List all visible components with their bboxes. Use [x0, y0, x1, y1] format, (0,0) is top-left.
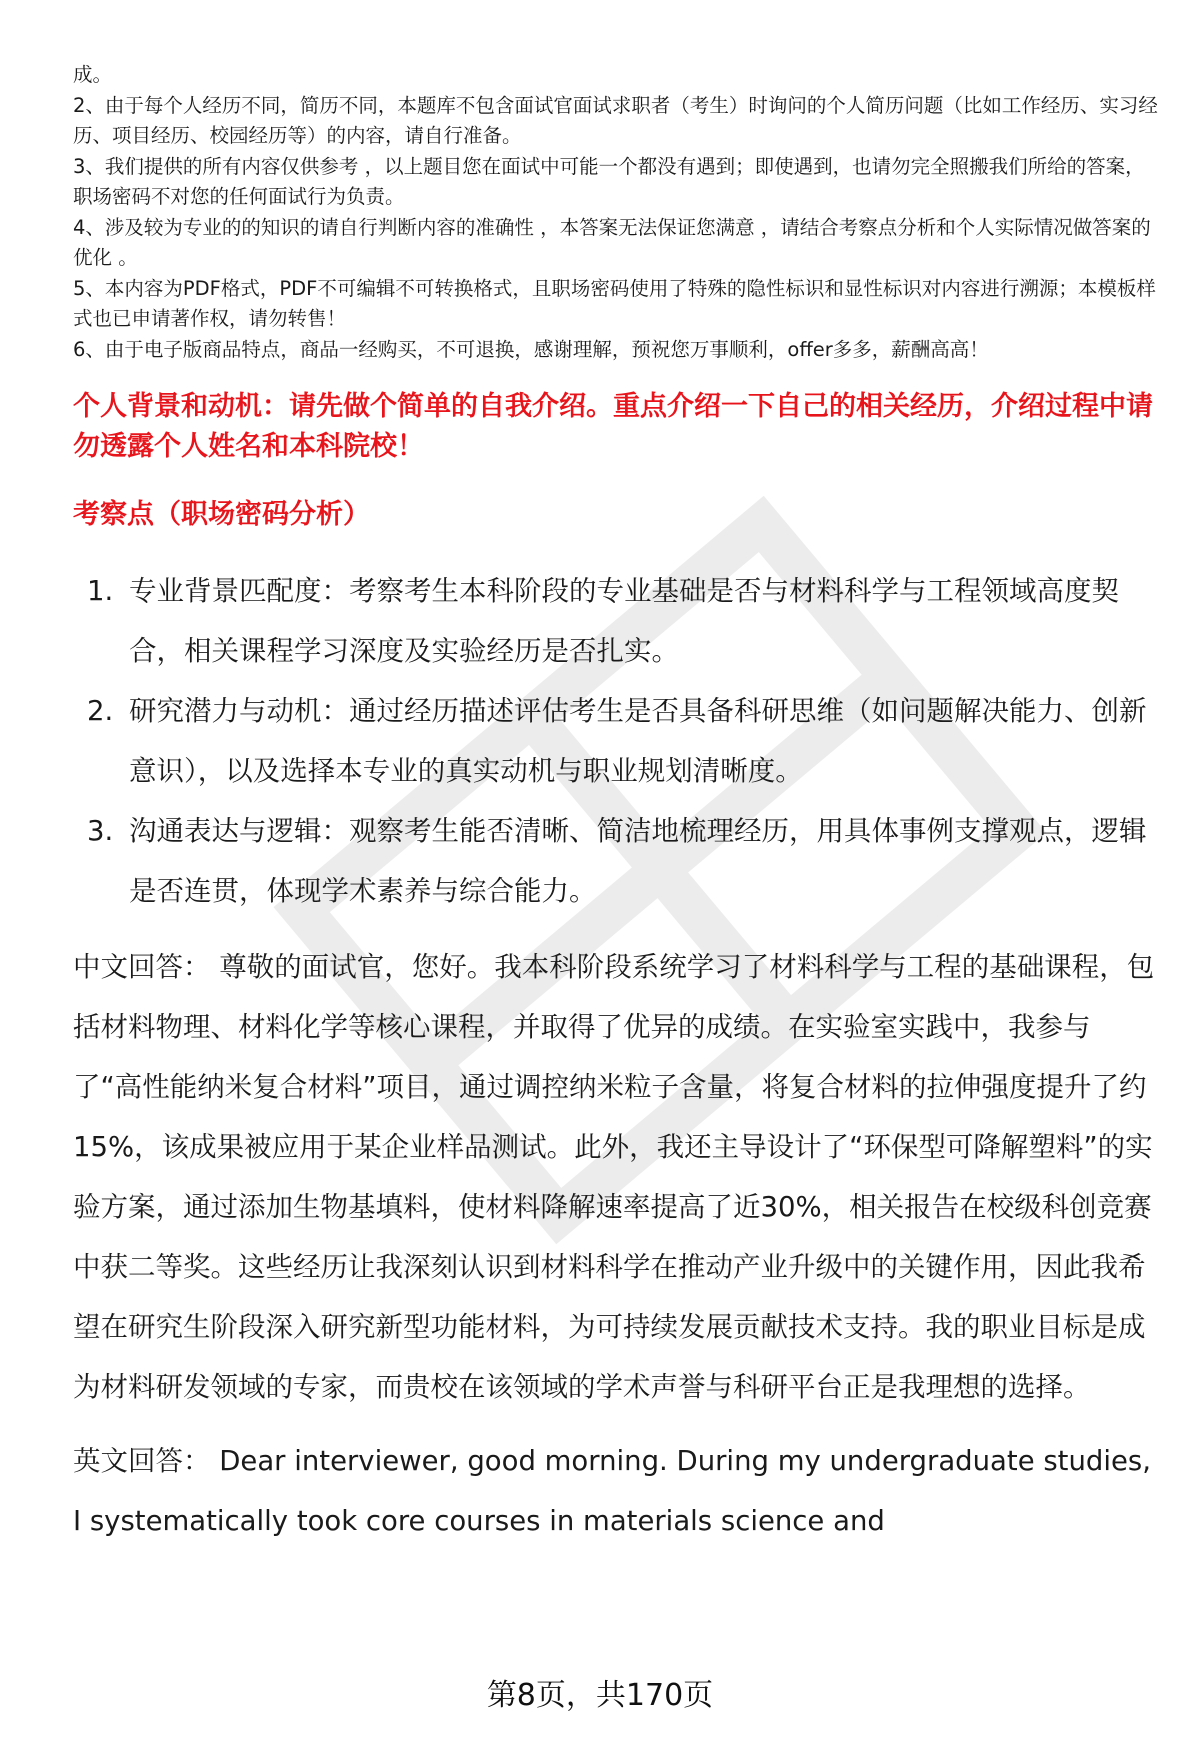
list-text: 专业背景匹配度：考察考生本科阶段的专业基础是否与材料科学与工程领域高度契合，相关课程学习深度及实验经历是否扎实。 — [129, 575, 1119, 667]
question-heading: 个人背景和动机：请先做个简单的自我介绍。重点介绍一下自己的相关经历，介绍过程中请勿透露个人姓名和本科院校！ — [73, 391, 1153, 462]
page-content — [73, 60, 1158, 1551]
note-line: 3、我们提供的所有内容仅供参考 ，以上题目您在面试中可能一个都没有遇到；即使遇到，也请勿完全照搬我们所给的答案，职场密码不对您的任何面试行为负责。 — [73, 154, 1145, 208]
list-number: 1. — [87, 575, 114, 607]
points-heading: 考察点（职场密码分析） — [73, 499, 370, 530]
answer-english: 英文回答： Dear interviewer, good morning. During my undergraduate studies, I systematically took core courses in materials science and — [73, 1445, 1151, 1537]
page-number: 第8页，共170页 — [486, 1678, 714, 1713]
list-number: 2. — [87, 695, 114, 727]
list-text: 研究潜力与动机：通过经历描述评估考生是否具备科研思维（如问题解决能力、创新意识），以及选择本专业的真实动机与职业规划清晰度。 — [129, 695, 1147, 787]
note-line: 6、由于电子版商品特点，商品一经购买，不可退换，感谢理解，预祝您万事顺利，offer多多，薪酬高高！ — [73, 337, 989, 361]
note-line: 5、本内容为PDF格式，PDF不可编辑不可转换格式，且职场密码使用了特殊的隐性标识和显性标识对内容进行溯源；本模板样式也已申请著作权，请勿转售！ — [73, 276, 1156, 330]
answer-chinese: 中文回答： 尊敬的面试官，您好。我本科阶段系统学习了材料科学与工程的基础课程，包括材料物理、材料化学等核心课程，并取得了优异的成绩。在实验室实践中，我参与了“高性能纳米复合材料”项目，通过调控纳米粒子含量，将复合材料的拉伸强度提升了约15%，该成果被应用于某企业样品测试。此外，我还主导设计了“环保型可降解塑料”的实验方案，通过添加生物基填料，使材料降解速率提高了近30%，相关报告在校级科创竞赛中获二等奖。这些经历让我深刻认识到材料科学在推动产业升级中的关键作用，因此我希望在研究生阶段深入研究新型功能材料，为可持续发展贡献技术支持。我的职业目标是成为材料研发领域的专家，而贵校在该领域的学术声誉与科研平台正是我理想的选择。 — [73, 951, 1155, 1403]
disclaimer-notes — [73, 60, 1158, 365]
list-number: 3. — [87, 815, 114, 847]
note-line: 2、由于每个人经历不同，简历不同，本题库不包含面试官面试求职者（考生）时询问的个人简历问题（比如工作经历、实习经历、项目经历、校园经历等）的内容，请自行准备。 — [73, 93, 1158, 147]
note-line: 成。 — [73, 63, 113, 86]
note-line: 4、涉及较为专业的的知识的请自行判断内容的准确性 ，本答案无法保证您满意 ，请结合考察点分析和个人实际情况做答案的优化 。 — [73, 215, 1151, 269]
assessment-points — [73, 561, 1158, 921]
list-item — [73, 561, 1158, 681]
list-item — [73, 801, 1158, 921]
list-item — [73, 681, 1158, 801]
list-text: 沟通表达与逻辑：观察考生能否清晰、简洁地梳理经历，用具体事例支撑观点，逻辑是否连贯，体现学术素养与综合能力。 — [129, 815, 1147, 907]
